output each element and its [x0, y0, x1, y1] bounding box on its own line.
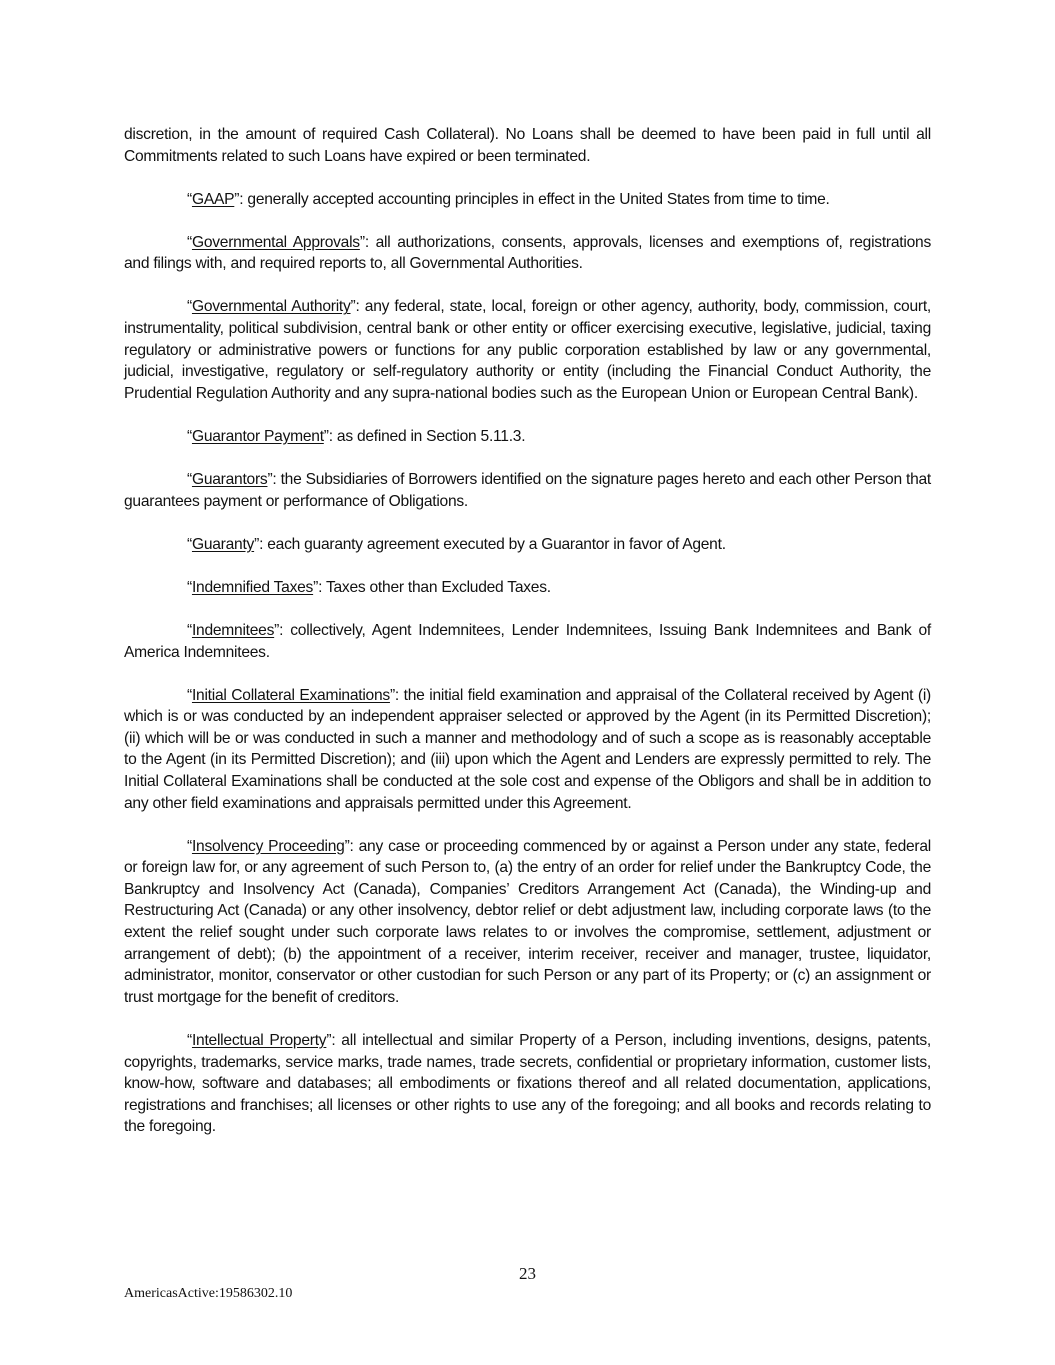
defined-term: Insolvency Proceeding	[191, 837, 345, 855]
definitions-list	[124, 189, 931, 1138]
defined-term: Indemnified Taxes	[191, 578, 314, 596]
definition-text: : the initial field examination and appraisal of the Collateral received by Agent (i) which is or was conducted by an independent appraiser selected or approved by the Agent (in its Permitted Discretion); (ii) which will be or was conducted in such a manner and methodology and of such a scope as is reasonably acceptable to the Agent (in its Permitted Discretion); and (iii) upon which the Agent and Lenders are expressly permitted to rely. The Initial Collateral Examinations shall be conducted at the sole cost and expense of the Obligors and shall be in addition to any other field examinations and appraisals permitted under this Agreement.	[124, 686, 932, 812]
definition-text: : each guaranty agreement executed by a Guarantor in favor of Agent.	[259, 535, 726, 553]
definition-paragraph	[124, 620, 931, 663]
definition-text: : generally accepted accounting principles in effect in the United States from time to time.	[239, 190, 830, 208]
definition-text: : as defined in Section 5.11.3.	[328, 427, 526, 445]
open-quote: “	[187, 1031, 192, 1049]
close-quote: ”	[344, 837, 350, 855]
document-body	[124, 124, 931, 1159]
definition-paragraph	[124, 189, 931, 211]
open-quote: “	[187, 578, 192, 596]
defined-term: Governmental Approvals	[191, 233, 360, 251]
close-quote: ”	[326, 1031, 332, 1049]
close-quote: ”	[254, 535, 260, 553]
definition-text: : the Subsidiaries of Borrowers identified on the signature pages hereto and each other Person that guarantees payment or performance of Obligations.	[124, 471, 931, 510]
definition-paragraph	[124, 685, 931, 815]
definition-paragraph	[124, 296, 931, 404]
close-quote: ”	[234, 190, 240, 208]
defined-term: Guarantor Payment	[191, 427, 324, 445]
open-quote: “	[187, 535, 192, 553]
defined-term: Initial Collateral Examinations	[191, 686, 390, 704]
open-quote: “	[187, 621, 192, 639]
defined-term: Indemnitees	[191, 621, 275, 639]
definition-text: : collectively, Agent Indemnitees, Lender Indemnitees, Issuing Bank Indemnitees and Bank of America Indemnitees.	[124, 621, 931, 661]
open-quote: “	[187, 233, 192, 251]
open-quote: “	[187, 471, 192, 489]
definition-paragraph	[124, 469, 931, 512]
definition-paragraph	[124, 426, 931, 448]
definition-text: : any federal, state, local, foreign or other agency, authority, body, commission, court, instrumentality, political subdivision, central bank or other entity or officer exercising executive, legislative, judicial, taxing regulatory or administrative powers or functions for any public corporation established by law or any governmental, judicial, investigative, regulatory or self-regulatory authority or entity (including the Financial Conduct Authority, the Prudential Regulation Authority and any supra-national bodies such as the European Union or European Central Bank).	[124, 298, 932, 402]
close-quote: ”	[313, 578, 319, 596]
definition-paragraph	[124, 534, 931, 556]
open-quote: “	[187, 686, 192, 704]
open-quote: “	[187, 427, 192, 445]
close-quote: ”	[274, 621, 280, 639]
opening-paragraph: discretion, in the amount of required Cash Collateral). No Loans shall be deemed to have been paid in full until all Commitments related to such Loans have expired or been terminated.	[124, 126, 931, 165]
close-quote: ”	[389, 686, 395, 704]
page-number: 23	[519, 1264, 536, 1283]
defined-term: Guarantors	[191, 471, 268, 489]
document-id: AmericasActive:19586302.10	[124, 1286, 293, 1301]
definition-paragraph	[124, 232, 931, 275]
definition-text: : all authorizations, consents, approvals, licenses and exemptions of, registrations and filings with, and required reports to, all Governmental Authorities.	[124, 233, 931, 273]
open-quote: “	[187, 190, 192, 208]
close-quote: ”	[323, 427, 329, 445]
definition-paragraph	[124, 577, 931, 599]
definition-text: : all intellectual and similar Property of a Person, including inventions, designs, patents, copyrights, trademarks, service marks, trade names, trade secrets, confidential or proprietary information, customer lists, know-how, software and databases; all embodiments or fixations thereof and all related documentation, applications, registrations and franchises; all licenses or other rights to use any of the foregoing; and all books and records relating to the foregoing.	[124, 1031, 931, 1136]
close-quote: ”	[267, 471, 273, 489]
close-quote: ”	[359, 233, 365, 251]
defined-term: Intellectual Property	[191, 1031, 327, 1049]
definition-paragraph	[124, 1030, 931, 1138]
open-quote: “	[187, 837, 192, 855]
open-quote: “	[187, 298, 192, 316]
definition-text: : Taxes other than Excluded Taxes.	[318, 578, 551, 596]
defined-term: Guaranty	[191, 535, 255, 553]
close-quote: ”	[350, 298, 356, 316]
defined-term: GAAP	[191, 190, 235, 208]
definition-text: : any case or proceeding commenced by or against a Person under any state, federal or foreign law for, or any agreement of such Person to, (a) the entry of an order for relief under the Bankruptcy Code, the Bankruptcy and Insolvency Act (Canada), Companies’ Creditors Arrangement Act (Canada), the Winding-up and Restructuring Act (Canada) or any other insolvency, debtor relief or debt adjustment law, including corporate laws (to the extent the relief sought under such corporate laws relates to or involves the compromise, settlement, adjustment or arrangement of debt); (b) the appointment of a receiver, interim receiver, receiver and manager, trustee, liquidator, administrator, monitor, conservator or other custodian for such Person or any part of its Property; or (c) an assignment or trust mortgage for the benefit of creditors.	[124, 837, 931, 1006]
defined-term: Governmental Authority	[191, 298, 351, 316]
definition-paragraph	[124, 836, 931, 1009]
